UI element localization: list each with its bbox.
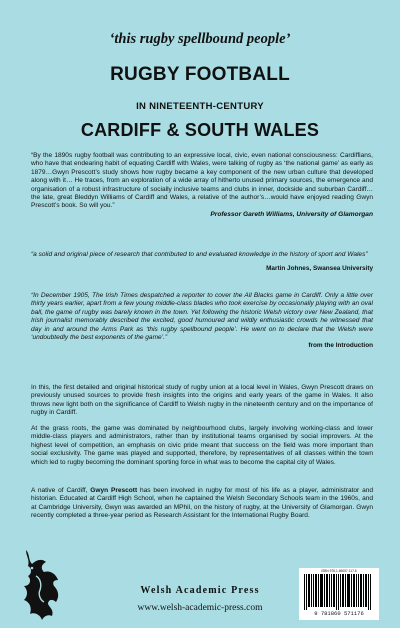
quote-attribution: Martin Johnes, Swansea University [266,265,373,273]
quote-attribution: Professor Gareth Williams, University of Glamorgan [210,210,373,218]
quote-gareth-williams [31,152,373,219]
author-bio-intro: A native of Cardiff, [31,487,91,494]
body-paragraph-2: At the grass roots, the game was dominated by neighbourhood clubs, largely involving working-class and lower middle-class players and administrators, rather than by institutional teams organised by social improvers. At the highest level of competition, an emphasis on civic pride meant that success on the field was more important than social exclusivity. The game was played and supported, therefore, by representatives of all classes within the town which led to rugby becoming the dominant sporting force in what was to become the capital city of Wales. [31,425,373,466]
cover-subtitle: IN NINETEENTH-CENTURY [136,101,264,112]
isbn-label: ISBN 978-1-86057-117-6 [321,569,357,573]
cover-place: CARDIFF & SOUTH WALES [80,120,320,140]
cover-title: RUGBY FOOTBALL [110,64,290,85]
author-name: Gwyn Prescott [90,487,138,494]
welsh-dragon-icon [18,546,64,624]
barcode-bars [304,574,374,610]
quote-martin-johnes [31,251,373,274]
author-bio [31,487,373,521]
body-paragraph-1: In this, the first detailed and original historical study of rugby union at a local level in Wales, Gwyn Prescott draws on previously unused sources to provide fresh insights into the origins and early years of the game in Wales. It also throws new light both on the significance of Cardiff to Welsh rugby in the nineteenth century and on the importance of rugby in Cardiff. [31,384,373,417]
quote-text: “In December 1905, The Irish Times despatched a reporter to cover the All Blacks game in Cardiff. Only a little over thirty years earlier, apart from a few young middle-class blades who took exercise by occasionally playing with an oval ball, the game of rugby was barely known in the town. Yet following the historic Welsh victory over New Zealand, that Irish journalist memorably described the excited, good humoured and wildly enthusiastic crowds he witnessed that day in and around the Arms Park as ‘this rugby spellbound people’. He went on to declare that the Welsh were ‘undoubtedly the best exponents of the game’.” [31,292,373,342]
cover-tagline: ‘this rugby spellbound people’ [109,31,291,47]
quote-text: “By the 1890s rugby football was contributing to an expressive local, civic, even national consciousness: Cardiffians, who have that endearing habit of equating Cardiff with Wales, were talking of rugby as ‘the national game’ as early as 1879…Gwyn Prescott’s study shows how rugby became a key component of the new urban culture that developed along with it… He traces, from an exploration of a wide array of hitherto unused primary sources, the emergence and organisation of a robust infrastructure of socially inclusive teams and clubs in inner, dockside and suburban Cardiff… the late, great Bleddyn Williams of Cardiff and Wales, a relative of the author’s…would have enjoyed reading Gwyn Prescott’s book. So will you.” [31,152,373,210]
isbn-digits: 9 781860 571176 [314,610,364,617]
quote-introduction [31,292,373,351]
barcode [299,568,379,620]
quote-attribution: from the Introduction [308,342,373,350]
publisher-url[interactable]: www.welsh-academic-press.com [137,603,263,613]
publisher-name: Welsh Academic Press [140,585,260,596]
quote-text: “a solid and original piece of research that contributed to and evaluated knowledge in the history of sport and Wales” [31,251,368,258]
author-bio-text: has been involved in rugby for most of his life as a player, administrator and historian. Educated at Cardiff High School, when he captained the Welsh Secondary Schools team in the 1960s, and at Cambridge University, Gwyn was awarded an MPhil, on the history of rugby, at the University of Glamorgan. Gwyn recently completed a three-year period as Research Assistant for the International Rugby Board. [31,487,374,520]
